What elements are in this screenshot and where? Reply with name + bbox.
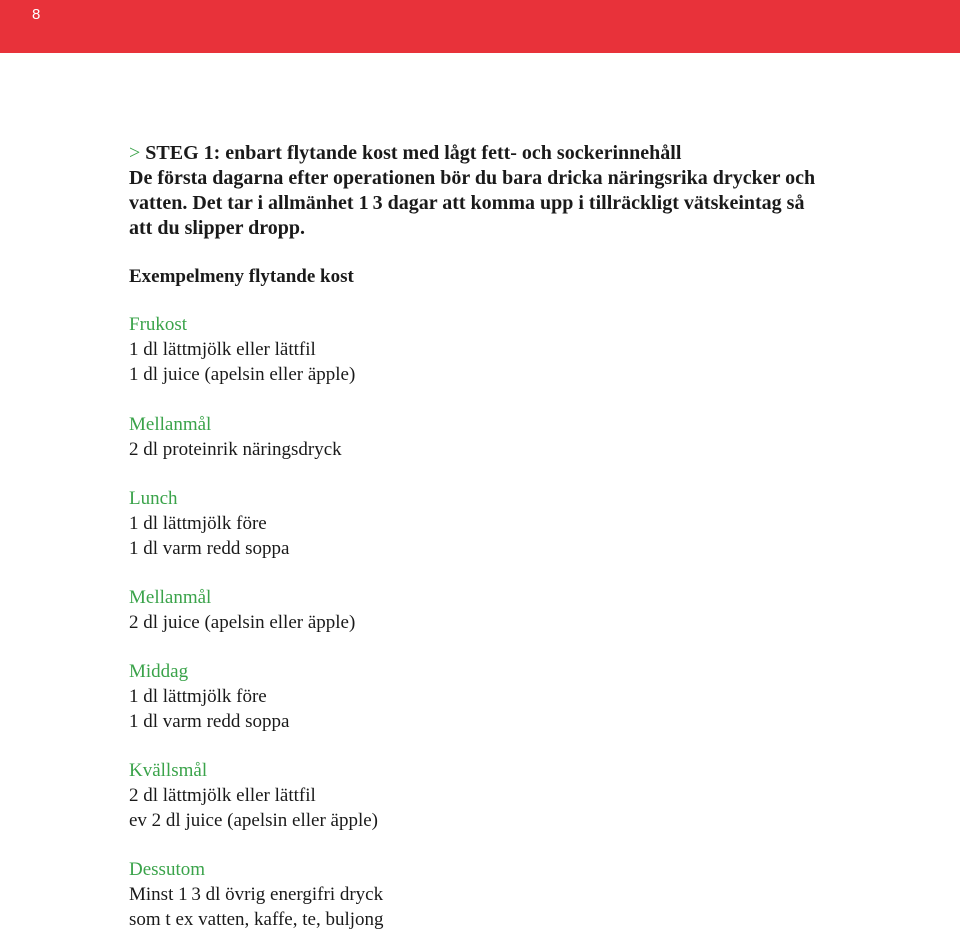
meal-heading: Middag — [129, 661, 189, 682]
meal-group-mellanmal-2 — [129, 586, 355, 636]
meal-item: 1 dl varm redd soppa — [129, 710, 290, 732]
step-heading — [129, 141, 889, 166]
meal-group-frukost — [129, 313, 355, 387]
meal-heading: Lunch — [129, 488, 178, 509]
meal-item: ev 2 dl juice (apelsin eller äpple) — [129, 809, 379, 831]
meal-group-dessutom — [129, 858, 384, 932]
meal-group-mellanmal — [129, 413, 342, 463]
arrow-icon: > — [129, 142, 141, 164]
meal-item: 1 dl lättmjölk före — [129, 685, 267, 707]
menu-title: Exempelmeny flytande kost — [129, 266, 354, 287]
step-intro — [129, 141, 889, 241]
meal-item: 1 dl lättmjölk eller lättfil — [129, 338, 316, 360]
step-text-line: De första dagarna efter operationen bör du bara dricka näringsrika drycker och — [129, 167, 816, 189]
step-title: STEG 1: enbart flytande kost med lågt fett- och sockerinnehåll — [145, 142, 682, 164]
meal-item: 2 dl proteinrik näringsdryck — [129, 438, 342, 460]
meal-item: som t ex vatten, kaffe, te, buljong — [129, 908, 384, 930]
meal-item: 2 dl lättmjölk eller lättfil — [129, 784, 316, 806]
meal-item: 1 dl juice (apelsin eller äpple) — [129, 363, 356, 385]
step-text-line: att du slipper dropp. — [129, 217, 305, 239]
meal-item: 2 dl juice (apelsin eller äpple) — [129, 611, 356, 633]
meal-item: 1 dl lättmjölk före — [129, 512, 267, 534]
meal-group-lunch — [129, 487, 289, 561]
meal-group-kvallsmal — [129, 759, 378, 833]
page-number: 8 — [32, 6, 41, 23]
meal-heading: Kvällsmål — [129, 760, 208, 781]
meal-heading: Mellanmål — [129, 587, 212, 608]
meal-item: Minst 1 3 dl övrig energifri dryck — [129, 883, 384, 905]
meal-heading: Mellanmål — [129, 414, 212, 435]
meal-heading: Dessutom — [129, 859, 205, 880]
step-text-line: vatten. Det tar i allmänhet 1 3 dagar att komma upp i tillräckligt vätskeintag så — [129, 192, 805, 214]
meal-group-middag — [129, 660, 289, 734]
meal-item: 1 dl varm redd soppa — [129, 537, 290, 559]
header-bar — [0, 0, 960, 53]
meal-heading: Frukost — [129, 314, 188, 335]
